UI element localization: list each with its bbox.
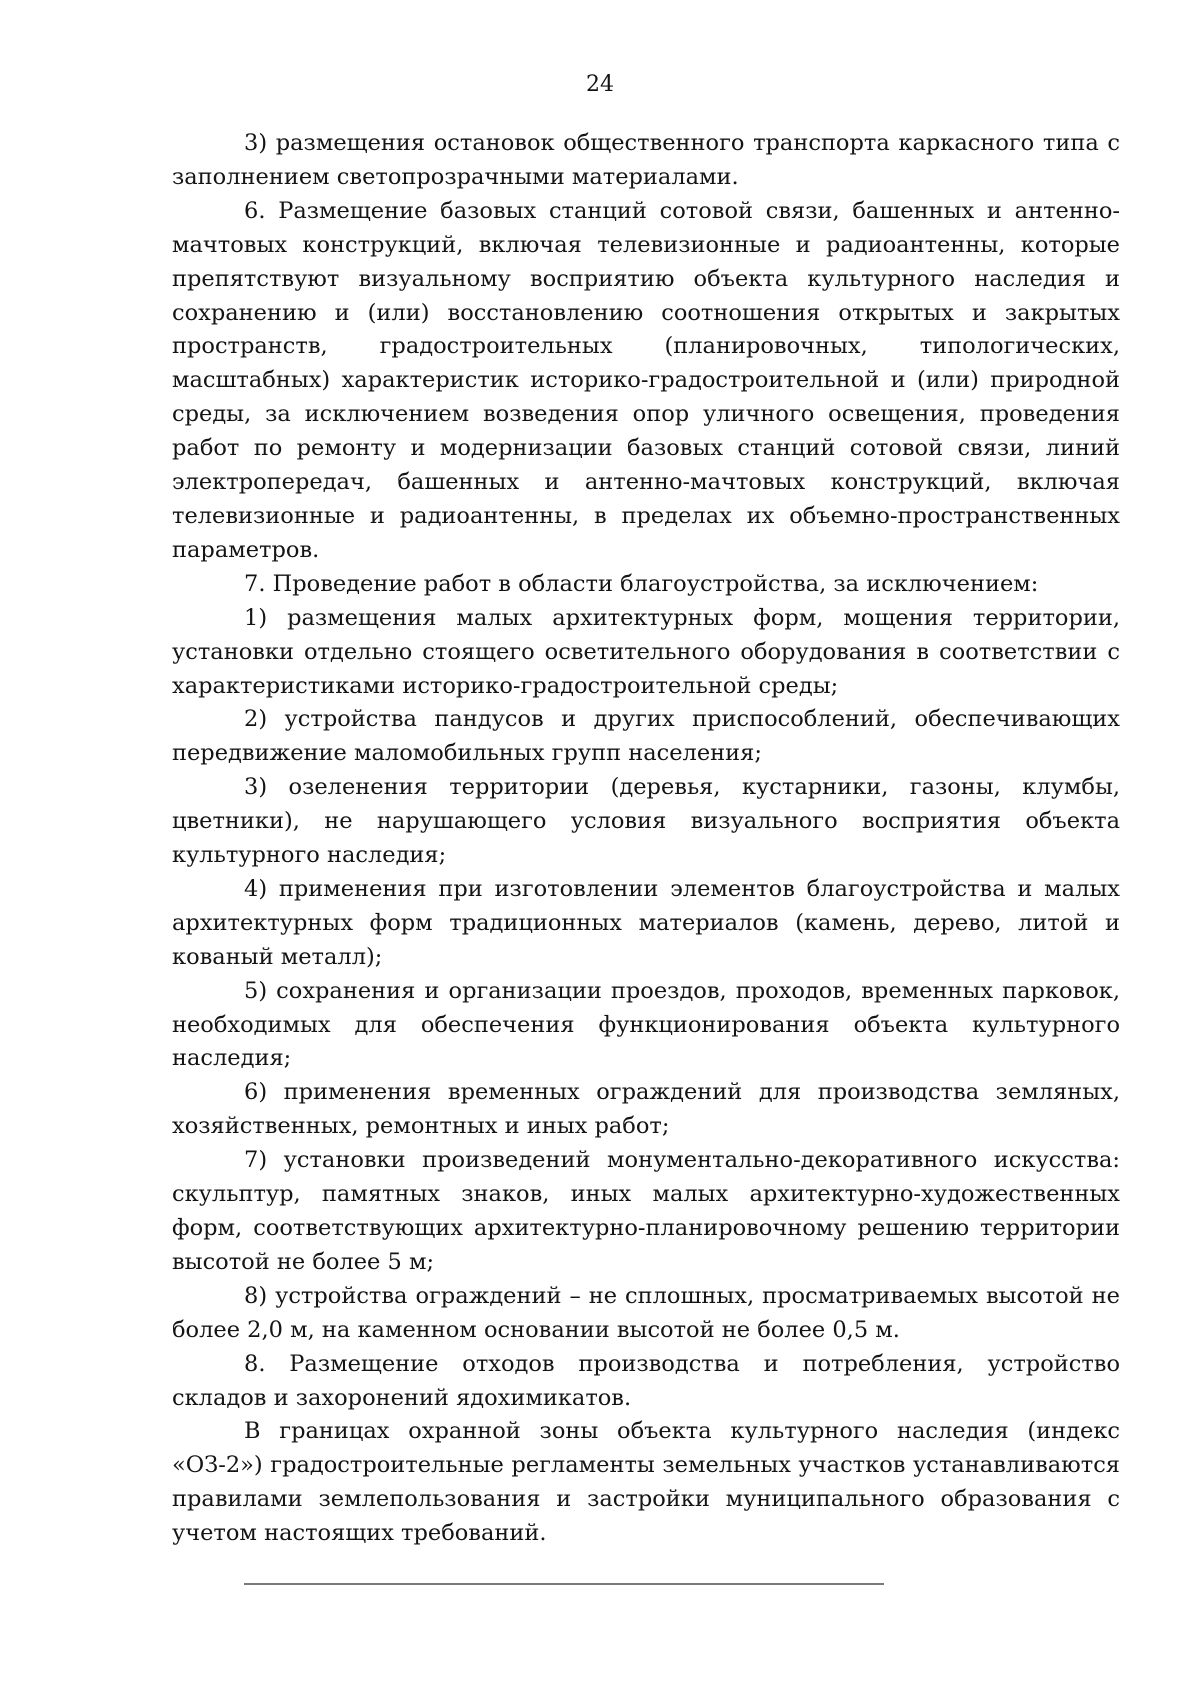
paragraph-item-2-ramps: 2) устройства пандусов и других приспособлений, обеспечивающих передвижение маломобильных групп населения;	[172, 706, 1120, 767]
paragraph-item-7-monumental-art: 7) установки произведений монументально-декоративного искусства: скульптур, памятных знаков, иных малых архитектурно-художественных форм, соответствующих архитектурно-планировочному решению территории высотой не более 5 м;	[172, 1147, 1120, 1275]
paragraph-item-1-small-architectural-forms: 1) размещения малых архитектурных форм, мощения территории, установки отдельно стоящего осветительного оборудования в соответствии с характеристиками историко-градостроительной среды;	[172, 604, 1120, 699]
paragraph-protection-zone-oz2: В границах охранной зоны объекта культурного наследия (индекс «ОЗ-2») градостроительные регламенты земельных участков устанавливаются правилами землепользования и застройки муниципального образования с учетом настоящих требований.	[172, 1418, 1120, 1547]
paragraph-item-8-fences: 8) устройства ограждений – не сплошных, просматриваемых высотой не более 2,0 м, на каменном основании высотой не более 0,5 м.	[172, 1282, 1120, 1343]
paragraph-clause-7-landscaping: 7. Проведение работ в области благоустройства, за исключением:	[244, 570, 1039, 597]
document-body	[172, 127, 1120, 1551]
paragraph-item-6-temporary-fences: 6) применения временных ограждений для производства земляных, хозяйственных, ремонтных и иных работ;	[172, 1079, 1120, 1140]
page-number: 24	[586, 72, 614, 97]
paragraph-clause-6-cellular-stations: 6. Размещение базовых станций сотовой связи, башенных и антенно-мачтовых конструкций, включая телевизионные и радиоантенны, которые препятствуют визуальному восприятию объекта культурного наследия и сохранению и (или) восстановлению соотношения открытых и закрытых пространств, градостроительных (планировочных, типологических, масштабных) характеристик историко-градостроительной и (или) природной среды, за исключением возведения опор уличного освещения, проведения работ по ремонту и модернизации базовых станций сотовой связи, линий электропередач, башенных и антенно-мачтовых конструкций, включая телевизионные и радиоантенны, в пределах их объемно-пространственных параметров.	[172, 197, 1120, 563]
paragraph-item-3-public-transport-stops: 3) размещения остановок общественного транспорта каркасного типа с заполнением светопрозрачными материалами.	[172, 130, 1120, 190]
paragraph-item-3-greening: 3) озеленения территории (деревья, кустарники, газоны, клумбы, цветники), не нарушающего условия визуального восприятия объекта культурного наследия;	[172, 774, 1120, 869]
paragraph-item-5-driveways: 5) сохранения и организации проездов, проходов, временных парковок, необходимых для обеспечения функционирования объекта культурного наследия;	[172, 977, 1120, 1072]
paragraph-item-4-traditional-materials: 4) применения при изготовлении элементов благоустройства и малых архитектурных форм традиционных материалов (камень, дерево, литой и кованый металл);	[172, 875, 1120, 970]
end-separator-line	[244, 1583, 884, 1585]
paragraph-clause-8-waste: 8. Размещение отходов производства и потребления, устройство складов и захоронений ядохимикатов.	[172, 1350, 1120, 1411]
